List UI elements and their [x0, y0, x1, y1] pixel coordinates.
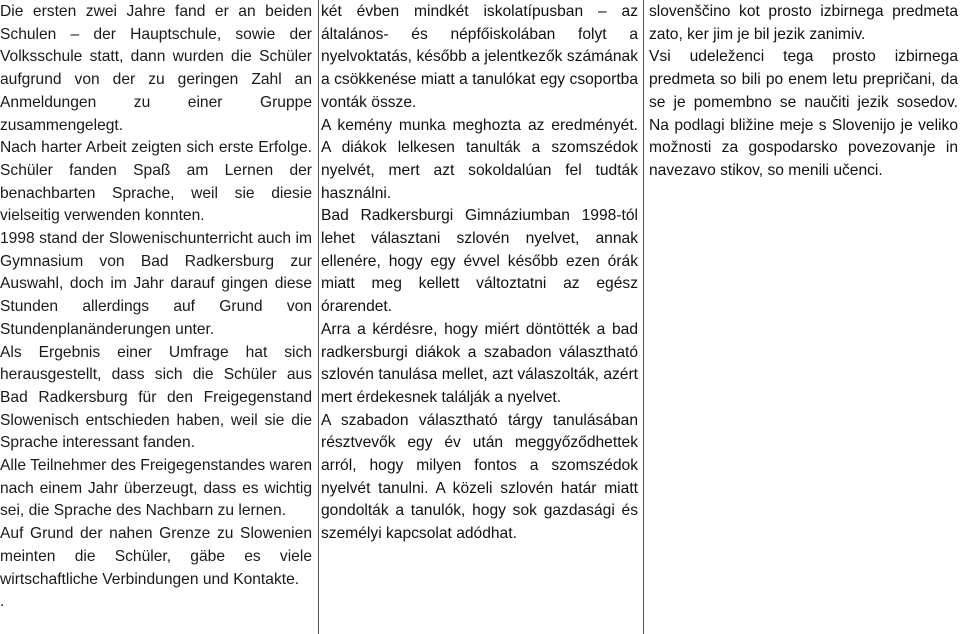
german-paragraph-6: Auf Grund der nahen Grenze zu Slowenien meinten die Schüler, gäbe es viele wirtschaftliche Verbindungen und Kontakte.	[0, 525, 312, 588]
slovene-paragraph-2: Vsi udeleženci tega prosto izbirnega predmeta so bili po enem letu prepričani, da se je pomembno se naučiti jezik sosedov. Na podlagi bližine meje s Slovenijo je veliko možnosti za gospodarsko povezovanje in navezavo stikov, so menili učenci.	[649, 48, 958, 179]
hungarian-paragraph-4: Arra a kérdésre, hogy miért döntötték a bad radkersburgi diákok a szabadon választható szlovén tanulása mellet, azt válaszolták, azért mert érdekesnek találják a nyelvet.	[321, 320, 638, 406]
german-paragraph-2: Nach harter Arbeit zeigten sich erste Erfolge. Schüler fanden Spaß am Lernen der benachbarten Sprache, weil sie diesie vielseitig verwenden konnten.	[0, 139, 312, 225]
german-paragraph-5: Alle Teilnehmer des Freigegenstandes waren nach einem Jahr überzeugt, dass es wichtig sei, die Sprache des Nachbarn zu lernen.	[0, 457, 312, 520]
hungarian-paragraph-5: A szabadon választható tárgy tanulásában résztvevők egy év után meggyőződhettek arról, hogy milyen fontos a szomszédok nyelvét tanulni. A közeli szlovén határ miatt gondolták a tanulók, hogy sok gazdasági és személyi kapcsolat adódhat.	[321, 411, 638, 543]
hungarian-paragraph-1: két évben mindkét iskolatípusban – az általános- és népfőiskolában folyt a nyelvoktatás, később a jelentkezők számának a csökkenése miatt a tanulókat egy csoportba vonták össze.	[321, 3, 638, 111]
german-paragraph-3: 1998 stand der Slowenischunterricht auch im Gymnasium von Bad Radkersburg zur Auswahl, doch im Jahr darauf gingen diese Stunden allerdings auf Grund von Stundenplanänderungen unter.	[0, 230, 312, 338]
german-paragraph-1: Die ersten zwei Jahre fand er an beiden Schulen – der Hauptschule, sowie der Volksschule statt, dann wurden die Schüler aufgrund von der zu geringen Zahl an Anmeldungen zu einer Gruppe zusammengelegt.	[0, 3, 312, 134]
hungarian-paragraph-3: Bad Radkersburgi Gimnáziumban 1998-tól lehet választani szlovén nyelvet, annak ellenére, hogy egy évvel később ezen órák miatt meg kellett változtatni az egész órarendet.	[321, 207, 638, 316]
german-paragraph-4: Als Ergebnis einer Umfrage hat sich herausgestellt, dass sich die Schüler aus Bad Radkersburg für den Freigegenstand Slowenisch entschieden haben, weil sie die Sprache interessant fanden.	[0, 343, 312, 452]
hungarian-text-column	[318, 0, 643, 634]
german-trailing-mark: .	[0, 593, 5, 611]
slovene-text-column	[643, 0, 960, 634]
slovene-paragraph-1: slovenščino kot prosto izbirnega predmeta zato, ker jim je bil jezik zanimiv.	[649, 3, 958, 43]
german-text-column	[0, 0, 318, 634]
hungarian-paragraph-2: A kemény munka meghozta az eredményét. A diákok lelkesen tanulták a szomszédok nyelvét, mert azt sokoldalúan fel tudták használni.	[321, 116, 638, 202]
